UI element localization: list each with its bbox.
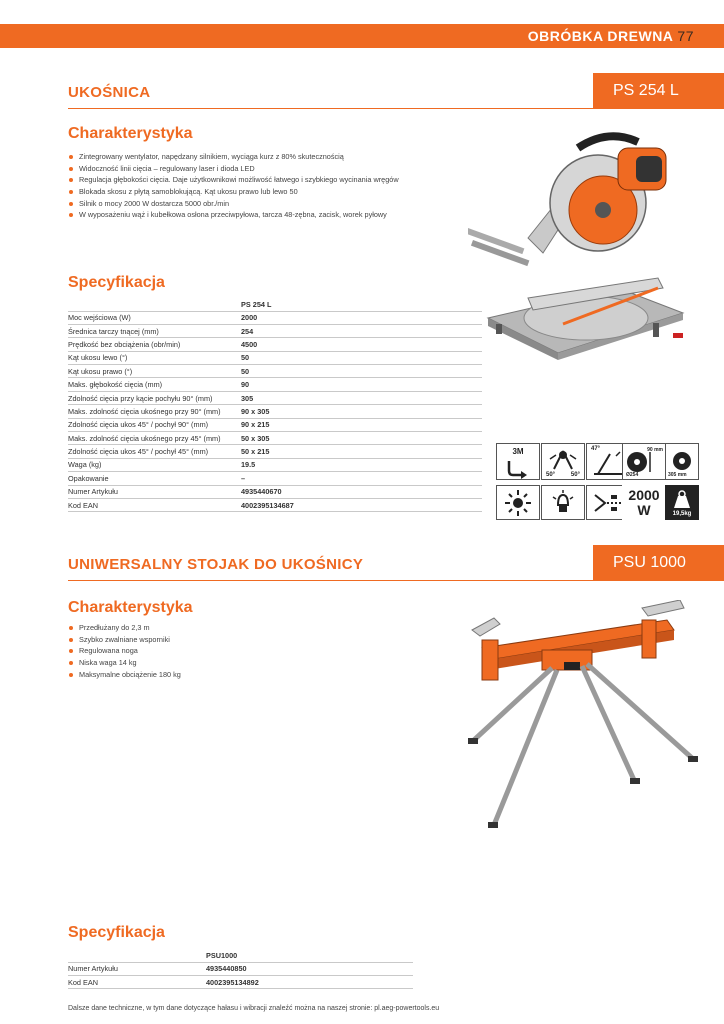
footer-note: Dalsze dane techniczne, w tym dane dotyczące hałasu i wibracji znaleźć można na naszej stronie: pl.aeg-powertools.eu <box>68 1005 440 1012</box>
lamp-icon <box>541 485 585 520</box>
spec-label: Kąt ukosu lewo (°) <box>68 351 241 364</box>
table-row <box>68 378 482 391</box>
list-item: Widoczność linii cięcia – regulowany laser i dioda LED <box>68 163 399 175</box>
product2-title: UNIWERSALNY STOJAK DO UKOŚNICY <box>68 556 364 573</box>
spec-label: Kod EAN <box>68 975 206 988</box>
list-item: Zintegrowany wentylator, napędzany silnikiem, wyciąga kurz z 80% skutecznością <box>68 151 399 163</box>
power-rating-icon: 2000 W <box>622 485 666 520</box>
list-item: W wyposażeniu wąż i kubełkowa osłona przeciwpyłowa, tarcza 48-zębna, zacisk, worek pyłowy <box>68 209 399 221</box>
table-row <box>68 405 482 418</box>
miter-saw-image <box>468 128 690 368</box>
product2-model-tab: PSU 1000 <box>593 545 724 581</box>
list-item: Niska waga 14 kg <box>68 657 181 669</box>
table-row <box>68 445 482 458</box>
spec-label: Kod EAN <box>68 498 241 511</box>
spec-value: 50 x 215 <box>241 445 482 458</box>
product1-model-tab: PS 254 L <box>593 73 724 109</box>
spec-value: 50 <box>241 351 482 364</box>
table-row <box>68 975 413 988</box>
spec-label: Zdolność cięcia ukos 45° / pochył 90° (mm) <box>68 418 241 431</box>
table-row <box>68 391 482 404</box>
spec-value: 4935440670 <box>241 485 482 498</box>
table-row <box>68 432 482 445</box>
cutting-width-icon: 305 mm <box>665 443 699 480</box>
spec-value: 4500 <box>241 338 482 351</box>
spec-value: 50 <box>241 365 482 378</box>
spec-value: 4002395134892 <box>206 975 413 988</box>
spec-value: – <box>241 472 482 485</box>
spec-value: 2000 <box>241 311 482 324</box>
list-item: Regulowana noga <box>68 645 181 657</box>
table-row <box>68 485 482 498</box>
spec-value: 305 <box>241 391 482 404</box>
table-row <box>68 365 482 378</box>
product2-spec-table <box>68 950 413 989</box>
spec-label: Prędkość bez obciążenia (obr/min) <box>68 338 241 351</box>
spec-label: Zdolność cięcia przy kącie pochyłu 90° (mm) <box>68 391 241 404</box>
spec-label: Średnica tarczy tnącej (mm) <box>68 324 241 337</box>
spec-value: 50 x 305 <box>241 432 482 445</box>
product2-rule <box>68 580 593 581</box>
product2-features-title: Charakterystyka <box>68 599 193 616</box>
bevel-angle-icon: 50° 50° <box>541 443 585 480</box>
spec-label: Maks. głębokość cięcia (mm) <box>68 378 241 391</box>
product1-features-title: Charakterystyka <box>68 125 193 142</box>
product1-spec-title: Specyfikacja <box>68 274 165 291</box>
product1-feature-list <box>68 151 399 221</box>
spec-column-header: PS 254 L <box>241 300 272 310</box>
table-row <box>68 324 482 337</box>
spec-label: Numer Artykułu <box>68 962 206 975</box>
spec-label: Zdolność cięcia ukos 45° / pochył 45° (mm) <box>68 445 241 458</box>
spec-column-header: PSU1000 <box>206 951 238 961</box>
table-row <box>68 338 482 351</box>
product1-title: UKOŚNICA <box>68 84 151 101</box>
spec-value: 90 <box>241 378 482 391</box>
spec-value: 19.5 <box>241 458 482 471</box>
spec-value: 254 <box>241 324 482 337</box>
led-light-icon <box>496 485 540 520</box>
saw-blade-depth-icon: 90 mm Ø254 <box>622 443 666 480</box>
product2-spec-title: Specyfikacja <box>68 924 165 941</box>
product1-rule <box>68 108 593 109</box>
list-item: Silnik o mocy 2000 W dostarcza 5000 obr./min <box>68 198 399 210</box>
product2-feature-list <box>68 622 181 680</box>
list-item: Szybko zwalniane wsporniki <box>68 634 181 646</box>
spec-label: Numer Artykułu <box>68 485 241 498</box>
spec-value: 4935440850 <box>206 962 413 975</box>
table-row <box>68 498 482 511</box>
section-name: OBRÓBKA DREWNA <box>527 28 674 44</box>
spec-value: 4002395134687 <box>241 498 482 511</box>
list-item: Regulacja głębokości cięcia. Daje użytkownikowi możliwość łatwego i szybkiego wycinania wręgów <box>68 174 399 186</box>
spec-label: Maks. zdolność cięcia ukośnego przy 90° (mm) <box>68 405 241 418</box>
spec-label: Waga (kg) <box>68 458 241 471</box>
spec-label: Maks. zdolność cięcia ukośnego przy 45° (mm) <box>68 432 241 445</box>
weight-icon: 19,5kg <box>665 485 699 520</box>
list-item: Przedłużany do 2,3 m <box>68 622 181 634</box>
table-row <box>68 351 482 364</box>
spec-label: Moc wejściowa (W) <box>68 311 241 324</box>
spec-label: Opakowanie <box>68 472 241 485</box>
spec-value: 90 x 305 <box>241 405 482 418</box>
miter-angle-icon: 47° <box>586 443 630 480</box>
table-row <box>68 311 482 324</box>
page-number: 77 <box>677 28 694 44</box>
list-item: Blokada skosu z płytą samoblokującą. Kąt ukosu prawo lub lewo 50 <box>68 186 399 198</box>
table-row <box>68 472 482 485</box>
dust-extraction-icon: 3M <box>496 443 540 480</box>
table-row <box>68 458 482 471</box>
list-item: Maksymalne obciążenie 180 kg <box>68 669 181 681</box>
table-row <box>68 418 482 431</box>
spec-label: Kąt ukosu prawo (°) <box>68 365 241 378</box>
spec-value: 90 x 215 <box>241 418 482 431</box>
page-header <box>528 28 694 44</box>
miter-saw-stand-image <box>452 600 712 830</box>
table-row <box>68 962 413 975</box>
product1-spec-table <box>68 299 482 512</box>
